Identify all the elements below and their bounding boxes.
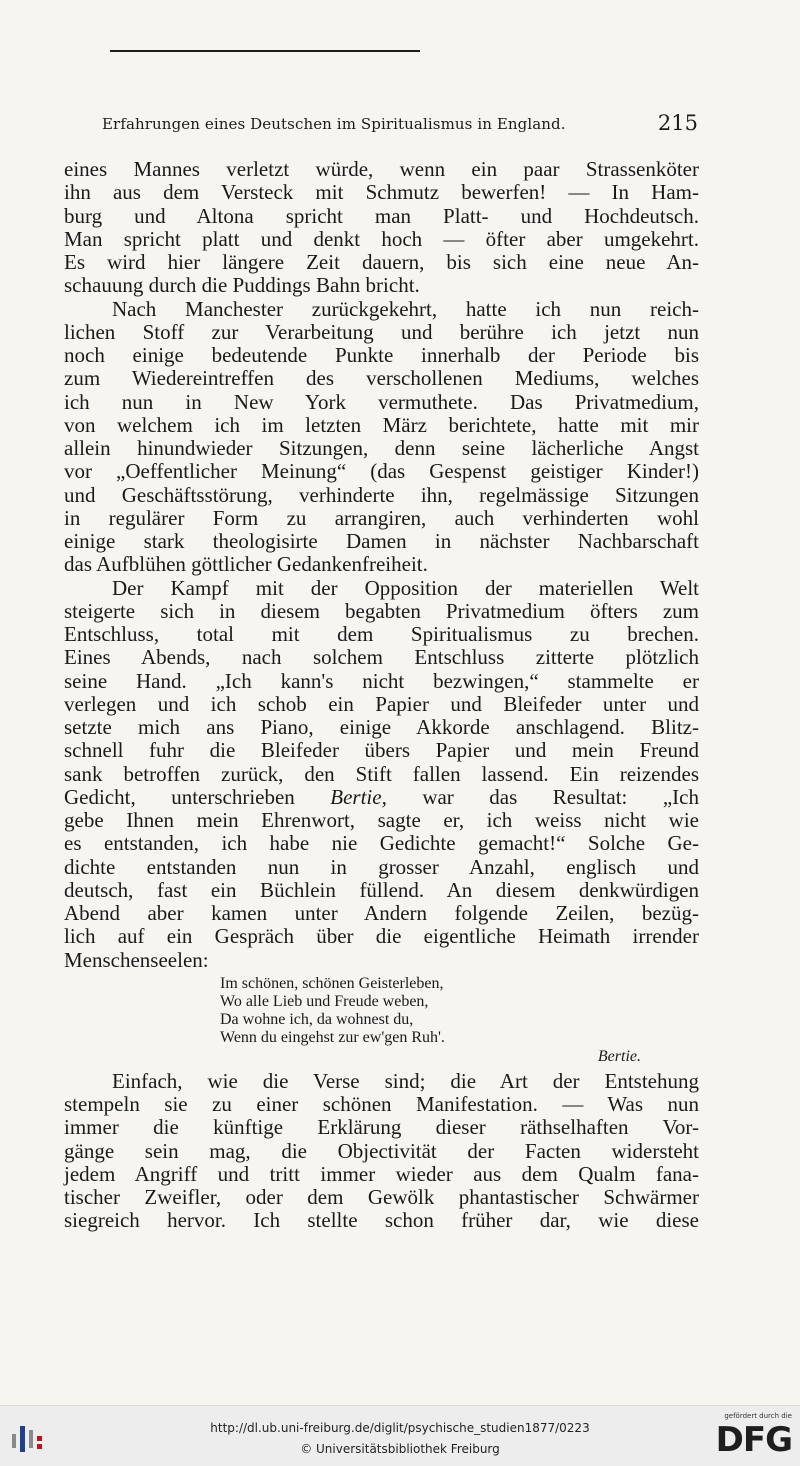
text-line: einige stark theologisirte Damen in nächster Nachbarschaft [64, 529, 699, 553]
text-line: ich nun in New York vermuthete. Das Privatmedium, [64, 389, 699, 414]
text-line: und Geschäftsstörung, verhinderte ihn, regelmässige Sitzungen [64, 482, 699, 507]
text-line: Eines Abends, nach solchem Entschluss zitterte plötzlich [64, 645, 699, 670]
text-line: Man spricht platt und denkt hoch — öfter aber umgekehrt. [64, 226, 699, 251]
text-line: siegreich hervor. Ich stellte schon früher dar, wie diese [64, 1208, 699, 1233]
page-number: 215 [657, 111, 698, 135]
text-line: eines Mannes verletzt würde, wenn ein paar Strassenköter [64, 157, 699, 181]
text-line: noch einige bedeutende Punkte innerhalb der Periode bis [64, 343, 699, 367]
text-line: Menschenseelen: [64, 947, 209, 972]
poem-line: Da wohne ich, da wohnest du, [220, 1010, 414, 1028]
paragraph-3 [64, 577, 699, 972]
running-head-title: Erfahrungen eines Deutschen im Spiritualismus in England. [102, 115, 566, 133]
poem-line: Im schönen, schönen Geisterleben, [220, 974, 444, 992]
text-line: Entschluss, total mit dem Spiritualismus zu brechen. [64, 622, 699, 646]
footer-bar [0, 1405, 800, 1466]
text-line: das Aufblühen göttlicher Gedankenfreiheit. [64, 552, 428, 577]
text-line: es entstanden, ich habe nie Gedichte gemacht!“ Solche Ge- [64, 831, 699, 856]
dfg-logo[interactable] [706, 1412, 792, 1464]
text-line: schnell fuhr die Bleifeder übers Papier und mein Freund [64, 738, 699, 763]
text-line: steigerte sich in diesem begabten Privatmedium öfters zum [64, 598, 699, 623]
text-line: tischer Zweifler, oder dem Gewölk phantastischer Schwärmer [64, 1185, 699, 1209]
body-text [64, 158, 699, 1233]
text-line: Abend aber kamen unter Andern folgende Zeilen, bezüg- [64, 901, 699, 925]
text-line: setzte mich ans Piano, einige Akkorde anschlagend. Blitz- [64, 715, 699, 739]
text-line: seine Hand. „Ich kann's nicht bezwingen,“ stammelte er [64, 668, 699, 693]
dfg-logo-text: DFG [715, 1420, 792, 1460]
text-line: burg und Altona spricht man Platt- und Hochdeutsch. [64, 203, 699, 228]
top-rule-divider [110, 50, 420, 52]
text-line [64, 786, 699, 809]
text-line: gänge sein mag, die Objectivität der Facten widersteht [64, 1138, 699, 1163]
dfg-caption: gefördert durch die [724, 1412, 792, 1420]
copyright-notice: © Universitätsbibliothek Freiburg [300, 1442, 500, 1456]
poem-line: Wo alle Lieb und Freude weben, [220, 992, 429, 1010]
running-head [102, 111, 698, 135]
text-line: schauung durch die Puddings Bahn bricht. [64, 273, 420, 298]
text-line: jedem Angriff und tritt immer wieder aus dem Qualm fana- [64, 1161, 699, 1186]
text-line: Der Kampf mit der Opposition der materiellen Welt [112, 575, 699, 600]
text-line: ihn aus dem Versteck mit Schmutz bewerfen! — In Ham- [64, 180, 699, 205]
poem [220, 975, 699, 1047]
text-fragment: Gedicht, unterschrieben [64, 784, 331, 809]
text-line: von welchem ich im letzten März berichtete, hatte mit mir [64, 412, 699, 437]
text-line: vor „Oeffentlicher Meinung“ (das Gespenst geistiger Kinder!) [64, 459, 699, 484]
paragraph-4 [64, 1070, 699, 1233]
text-line: in regulärer Form zu arrangiren, auch verhinderten wohl [64, 505, 699, 530]
paragraph-2 [64, 298, 699, 577]
text-line: Einfach, wie die Verse sind; die Art der Entstehung [112, 1068, 699, 1093]
paragraph-1 [64, 158, 699, 298]
text-line: dichte entstanden nun in grosser Anzahl, englisch und [64, 854, 699, 879]
text-line: lich auf ein Gespräch über die eigentliche Heimath irrender [64, 924, 699, 949]
text-line: verlegen und ich schob ein Papier und Bleifeder unter und [64, 691, 699, 716]
text-line: lichen Stoff zur Verarbeitung und berühre ich jetzt nun [64, 319, 699, 344]
text-line: gebe Ihnen mein Ehrenwort, sagte er, ich weiss nicht wie [64, 808, 699, 832]
poem-signature: Bertie. [597, 1047, 641, 1065]
text-line: Es wird hier längere Zeit dauern, bis sich eine neue An- [64, 250, 699, 274]
text-line: sank betroffen zurück, den Stift fallen lassend. Ein reizendes [64, 761, 699, 786]
text-line: stempeln sie zu einer schönen Manifestation. — Was nun [64, 1092, 699, 1116]
text-fragment: war das Resultat: „Ich [386, 784, 699, 809]
text-line: allein hinundwieder Sitzungen, denn seine lächerliche Angst [64, 436, 699, 460]
signature-name-inline: Bertie, [330, 784, 387, 809]
text-line: deutsch, fast ein Büchlein füllend. An diesem denkwürdigen [64, 877, 699, 902]
source-url[interactable]: http://dl.ub.uni-freiburg.de/diglit/psychische_studien1877/0223 [210, 1421, 590, 1435]
text-line: zum Wiedereintreffen des verschollenen Mediums, welches [64, 366, 699, 391]
text-line: immer die künftige Erklärung dieser räthselhaften Vor- [64, 1115, 699, 1140]
text-line: Nach Manchester zurückgekehrt, hatte ich nun reich- [112, 296, 699, 321]
poem-line: Wenn du eingehst zur ew'gen Ruh'. [220, 1028, 445, 1046]
